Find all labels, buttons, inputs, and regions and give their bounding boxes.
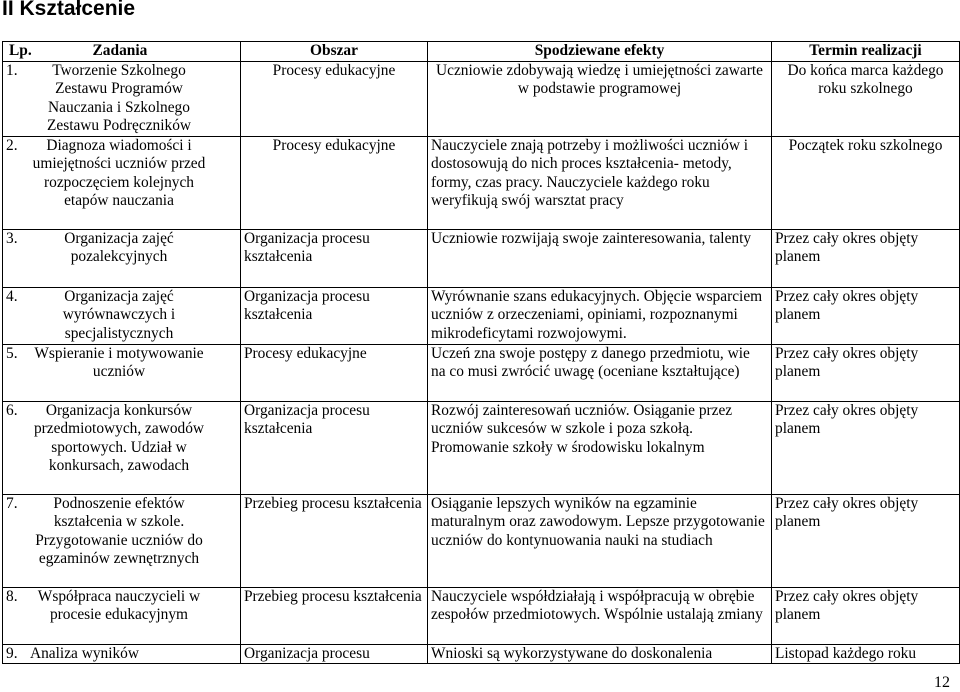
row-number: 2. — [6, 136, 18, 154]
row-number: 1. — [6, 61, 18, 79]
term-cell: Początek roku szkolnego — [772, 136, 960, 229]
row-number: 3. — [6, 229, 18, 247]
header-termin: Termin realizacji — [772, 42, 960, 62]
task-cell — [3, 401, 241, 494]
page-number: 12 — [934, 674, 950, 691]
task-text: Analiza wyników — [30, 644, 139, 662]
table-row — [3, 287, 960, 344]
term-cell: Przez cały okres objęty planem — [772, 229, 960, 287]
effect-cell: Rozwój zainteresowań uczniów. Osiąganie przez uczniów sukcesów w szkole i poza szkołą. Promowanie szkoły w środowisku lokalnym — [428, 401, 772, 494]
task-cell — [3, 644, 241, 664]
table-row — [3, 494, 960, 587]
term-cell: Przez cały okres objęty planem — [772, 587, 960, 644]
task-cell — [3, 344, 241, 401]
task-cell — [3, 61, 241, 136]
term-cell: Przez cały okres objęty planem — [772, 401, 960, 494]
task-cell — [3, 494, 241, 587]
effect-cell: Nauczyciele współdziałają i współpracują w obrębie zespołów przedmiotowych. Wspólnie ustalają zmiany — [428, 587, 772, 644]
area-cell: Organizacja procesu — [241, 644, 428, 664]
task-text: Organizacja zajęć pozalekcyjnych — [64, 229, 174, 265]
area-cell: Organizacja procesu kształcenia — [241, 229, 428, 287]
term-cell: Listopad każdego roku — [772, 644, 960, 664]
area-cell: Procesy edukacyjne — [241, 136, 428, 229]
task-text: Współpraca nauczycieli w procesie edukacyjnym — [37, 587, 201, 623]
term-cell: Do końca marca każdego roku szkolnego — [772, 61, 960, 136]
table-row — [3, 61, 960, 136]
header-lp-zadania — [3, 42, 241, 62]
row-number: 8. — [6, 587, 18, 605]
table-row — [3, 587, 960, 644]
task-text: Diagnoza wiadomości i umiejętności uczniów przed rozpoczęciem kolejnych etapów nauczania — [32, 136, 206, 209]
task-cell — [3, 229, 241, 287]
area-cell: Przebieg procesu kształcenia — [241, 494, 428, 587]
task-text: Organizacja konkursów przedmiotowych, zawodów sportowych. Udział w konkursach, zawodach — [33, 401, 205, 474]
term-cell: Przez cały okres objęty planem — [772, 344, 960, 401]
plan-table — [2, 41, 960, 664]
area-cell: Organizacja procesu kształcenia — [241, 287, 428, 344]
effect-cell: Uczeń zna swoje postępy z danego przedmiotu, wie na co musi zwrócić uwagę (oceniane kształtujące) — [428, 344, 772, 401]
row-number: 4. — [6, 287, 18, 305]
task-text: Tworzenie Szkolnego Zestawu Programów Nauczania i Szkolnego Zestawu Podręczników — [46, 61, 192, 134]
table-row — [3, 401, 960, 494]
task-cell — [3, 136, 241, 229]
effect-cell: Uczniowie zdobywają wiedzę i umiejętności zawarte w podstawie programowej — [428, 61, 772, 136]
effect-cell: Uczniowie rozwijają swoje zainteresowania, talenty — [428, 229, 772, 287]
term-cell: Przez cały okres objęty planem — [772, 287, 960, 344]
area-cell: Procesy edukacyjne — [241, 61, 428, 136]
row-number: 6. — [6, 401, 18, 419]
task-text: Wspieranie i motywowanie uczniów — [34, 344, 204, 380]
table-body — [3, 61, 960, 664]
task-cell — [3, 287, 241, 344]
section-title: II Kształcenie — [2, 0, 136, 20]
area-cell: Przebieg procesu kształcenia — [241, 587, 428, 644]
area-cell: Organizacja procesu kształcenia — [241, 401, 428, 494]
effect-cell: Nauczyciele znają potrzeby i możliwości uczniów i dostosowują do nich proces kształcenia- metody, formy, czas pracy. Nauczyciele każdego roku weryfikują swój warsztat pracy — [428, 136, 772, 229]
header-zadania: Zadania — [92, 42, 148, 59]
table-row — [3, 229, 960, 287]
table-row — [3, 344, 960, 401]
header-efekty: Spodziewane efekty — [428, 42, 772, 62]
header-lp: Lp. — [9, 42, 32, 59]
task-text: Organizacja zajęć wyrównawczych i specjalistycznych — [62, 287, 176, 342]
table-header-row — [3, 42, 960, 62]
table-row — [3, 644, 960, 664]
row-number: 5. — [6, 344, 18, 362]
header-obszar: Obszar — [241, 42, 428, 62]
task-cell — [3, 587, 241, 644]
term-cell: Przez cały okres objęty planem — [772, 494, 960, 587]
row-number: 9. — [6, 644, 18, 662]
effect-cell: Wyrównanie szans edukacyjnych. Objęcie wsparciem uczniów z orzeczeniami, opiniami, rozpoznanymi mikrodeficytami rozwojowymi. — [428, 287, 772, 344]
effect-cell: Osiąganie lepszych wyników na egzaminie maturalnym oraz zawodowym. Lepsze przygotowanie uczniów do kontynuowania nauki na studiach — [428, 494, 772, 587]
area-cell: Procesy edukacyjne — [241, 344, 428, 401]
effect-cell: Wnioski są wykorzystywane do doskonalenia — [428, 644, 772, 664]
task-text: Podnoszenie efektów kształcenia w szkole. Przygotowanie uczniów do egzaminów zewnętrznych — [35, 494, 203, 567]
table-row — [3, 136, 960, 229]
row-number: 7. — [6, 494, 18, 512]
